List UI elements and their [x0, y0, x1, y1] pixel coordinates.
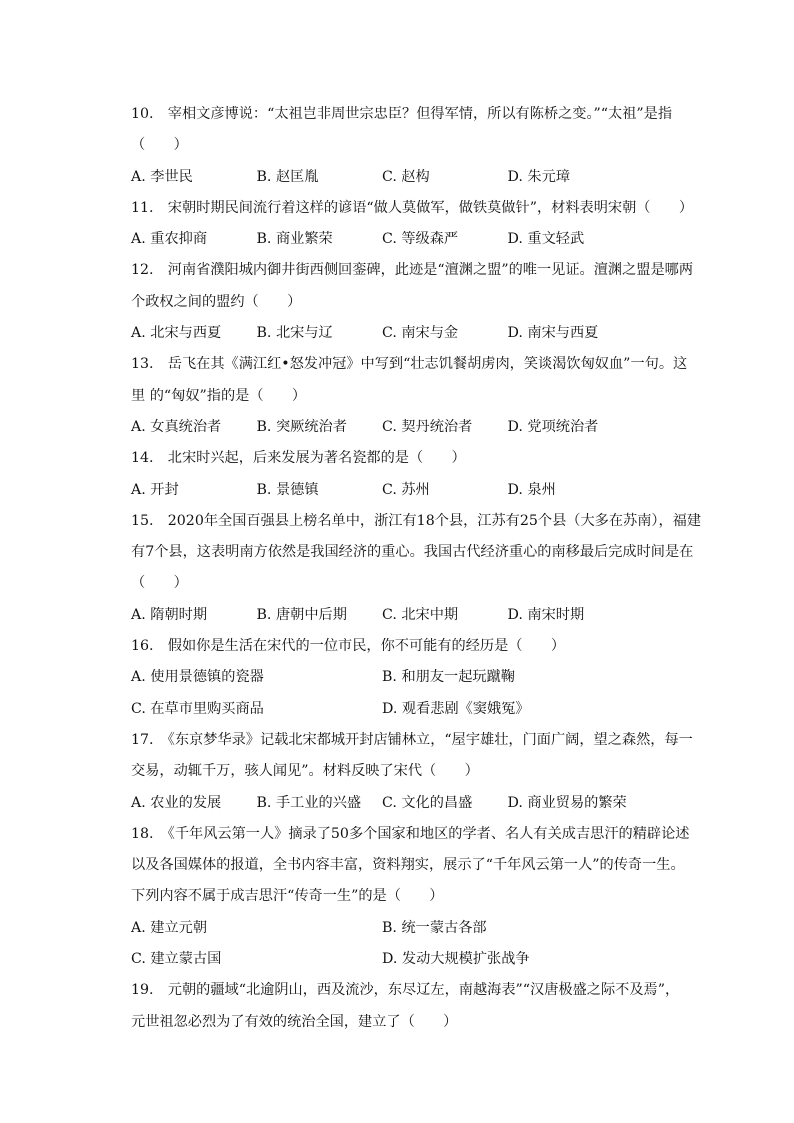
question-line: 有7个县，这表明南方依然是我国经济的重心。我国古代经济重心的南移最后完成时间是在 — [131, 544, 694, 561]
option-b: B. 赵匡胤 — [256, 168, 319, 185]
option-d: D. 重文轻武 — [507, 231, 585, 248]
option-c: C. 建立蒙古国 — [131, 951, 222, 968]
option-row — [131, 162, 693, 193]
question-line: 里 的“匈奴”指的是（ ） — [131, 387, 307, 404]
option-row — [131, 944, 693, 975]
option-b: B. 商业繁荣 — [256, 231, 333, 248]
option-b: B. 手工业的兴盛 — [256, 794, 362, 811]
option-d: D. 发动大规模扩张战争 — [382, 951, 530, 968]
option-d: D. 商业贸易的繁荣 — [507, 794, 627, 811]
question — [131, 99, 693, 193]
option-a: A. 北宋与西夏 — [131, 325, 222, 342]
question-line: （ ） — [131, 137, 188, 154]
option-c: C. 等级森严 — [382, 231, 459, 248]
option-b: B. 和朋友一起玩蹴鞠 — [382, 669, 515, 686]
option-c: C. 苏州 — [382, 481, 430, 498]
option-a: A. 农业的发展 — [131, 794, 222, 811]
question — [131, 443, 693, 506]
question — [131, 725, 693, 819]
option-row — [131, 318, 693, 349]
question-line: 以及各国媒体的报道，全书内容丰富，资料翔实，展示了“千年风云第一人”的传奇一生。 — [131, 857, 685, 874]
option-a: A. 开封 — [131, 481, 179, 498]
question-list — [131, 99, 702, 1038]
option-row — [131, 475, 693, 506]
question-line: （ ） — [131, 575, 188, 592]
option-row — [131, 694, 693, 725]
question — [131, 506, 702, 631]
option-b: B. 唐朝中后期 — [256, 606, 347, 623]
question — [131, 631, 693, 725]
option-a: A. 重农抑商 — [131, 231, 208, 248]
option-d: D. 南宋时期 — [507, 606, 585, 623]
option-c: C. 契丹统治者 — [382, 418, 473, 435]
option-d: D. 党项统治者 — [507, 418, 599, 435]
option-c: C. 在草市里购买商品 — [131, 700, 264, 717]
question-line: 19. 元朝的疆域“北逾阴山，西及流沙，东尽辽左，南越海表”“汉唐极盛之际不及焉”， — [131, 982, 680, 999]
option-row — [131, 788, 693, 819]
question-line: 14. 北宋时兴起，后来发展为著名瓷都的是（ ） — [131, 450, 466, 467]
question-line: 15. 2020年全国百强县上榜名单中，浙江有18个县，江苏有25个县（大多在苏南），福建 — [131, 512, 702, 529]
question-line: 元世祖忽必烈为了有效的统治全国，建立了（ ） — [131, 1013, 458, 1030]
question — [131, 819, 693, 975]
option-row — [131, 662, 693, 693]
option-a: A. 女真统治者 — [131, 418, 222, 435]
question — [131, 193, 693, 256]
question — [131, 255, 693, 349]
question-line: 个政权之间的盟约（ ） — [131, 293, 302, 310]
question-line: 11. 宋朝时期民间流行着这样的谚语“做人莫做军，做铁莫做针”，材料表明宋朝（ ） — [131, 199, 694, 216]
option-a: A. 隋朝时期 — [131, 606, 208, 623]
question-line: 交易，动辄千万，骇人闻见”。材料反映了宋代（ ） — [131, 763, 479, 780]
question-line: 10. 宰相文彦博说：“太祖岂非周世宗忠臣？但得军情，所以有陈桥之变。”“太祖”是指 — [131, 106, 673, 122]
question-line: 12. 河南省濮阳城内御井街西侧回銮碑，此迹是“澶渊之盟”的唯一见证。澶渊之盟是哪两 — [131, 262, 694, 279]
question — [131, 975, 693, 1038]
option-b: B. 北宋与辽 — [256, 325, 333, 342]
option-b: B. 统一蒙古各部 — [382, 919, 487, 936]
option-b: B. 突厥统治者 — [256, 418, 347, 435]
option-a: A. 使用景德镇的瓷器 — [131, 669, 264, 686]
question-line: 下列内容不属于成吉思汗“传奇一生”的是（ ） — [131, 888, 444, 905]
option-d: D. 南宋与西夏 — [507, 325, 599, 342]
question-line: 13. 岳飞在其《满江红•怒发冲冠》中写到“壮志饥餐胡虏肉，笑谈渴饮匈奴血”一句。这 — [131, 356, 688, 373]
option-c: C. 赵构 — [382, 168, 430, 185]
option-a: A. 建立元朝 — [131, 919, 208, 936]
option-row — [131, 412, 693, 443]
question-line: 16. 假如你是生活在宋代的一位市民，你不可能有的经历是（ ） — [131, 638, 566, 655]
option-c: C. 文化的昌盛 — [382, 794, 473, 811]
question — [131, 349, 693, 443]
option-c: C. 南宋与金 — [382, 325, 459, 342]
option-d: D. 泉州 — [507, 481, 556, 498]
question-line: 17. 《东京梦华录》记载北宋都城开封店铺林立，“屋宇雄壮，门面广阔，望之森然，每一 — [131, 731, 693, 748]
option-d: D. 观看悲剧《窦娥冤》 — [382, 700, 530, 717]
option-d: D. 朱元璋 — [507, 168, 570, 185]
option-b: B. 景德镇 — [256, 481, 319, 498]
option-a: A. 李世民 — [131, 168, 193, 185]
option-row — [131, 913, 693, 944]
option-row — [131, 600, 693, 631]
option-c: C. 北宋中期 — [382, 606, 459, 623]
question-line: 18. 《千年风云第一人》摘录了50多个国家和地区的学者、名人有关成吉思汗的精辟论述 — [131, 825, 690, 842]
option-row — [131, 224, 693, 255]
